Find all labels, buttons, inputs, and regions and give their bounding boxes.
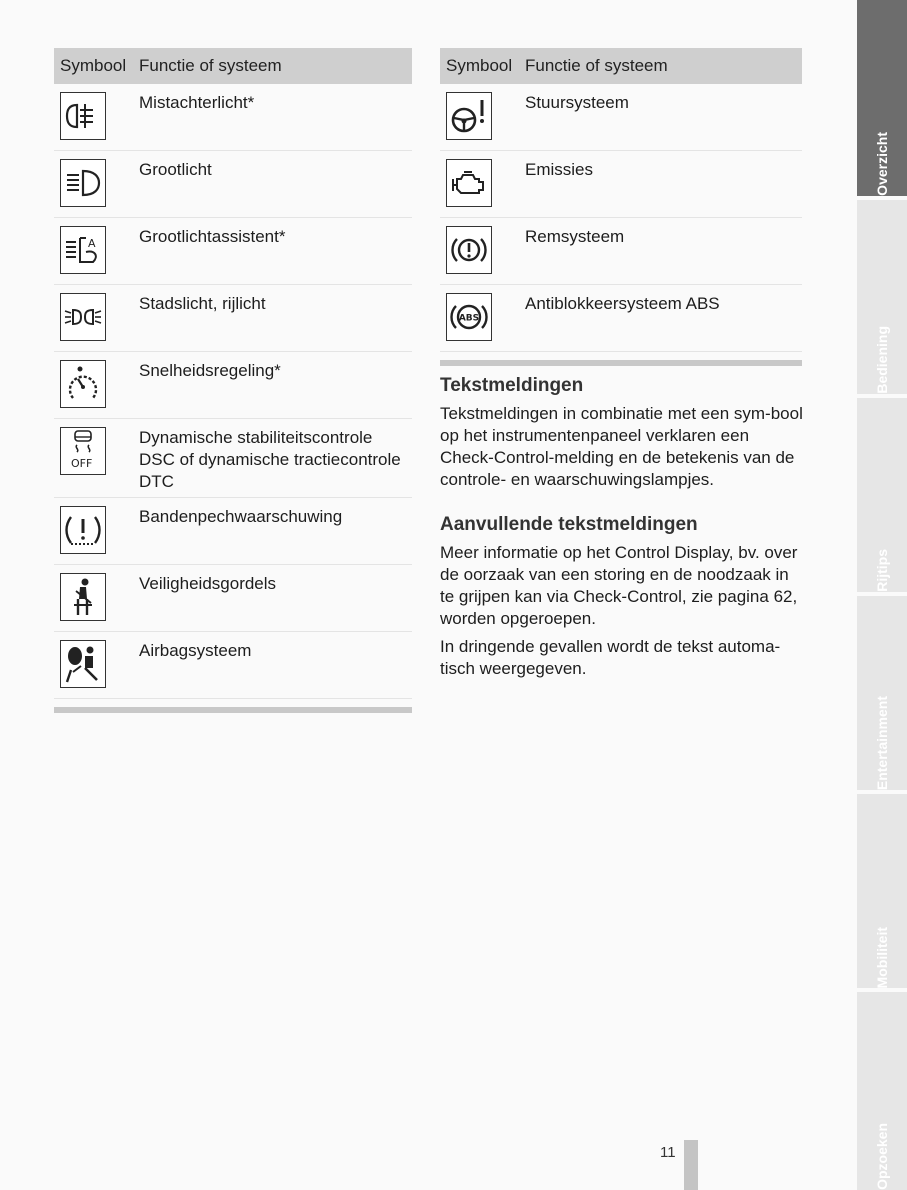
high-beam-assistant-icon	[60, 226, 106, 274]
high-beam-icon	[60, 159, 106, 207]
table-end-bar	[54, 707, 412, 713]
row-label: Veiligheidsgordels	[139, 574, 277, 593]
svg-text:A: A	[88, 237, 96, 250]
tab-overzicht[interactable]: Overzicht	[857, 0, 907, 196]
right-symbol-table	[440, 48, 802, 366]
dsc-off-icon	[60, 427, 106, 475]
page-number-bar	[684, 1140, 698, 1190]
header-symbol: Symbool	[60, 56, 127, 75]
steering-warning-icon	[446, 92, 492, 140]
row-label: Grootlicht	[139, 160, 212, 179]
row-label: Mistachterlicht*	[139, 93, 255, 112]
table-row	[54, 419, 412, 498]
seatbelt-icon	[60, 573, 106, 621]
table-row	[54, 632, 412, 699]
row-label: Stuursysteem	[525, 93, 629, 112]
tab-mobiliteit[interactable]: Mobiliteit	[857, 794, 907, 988]
table-row	[54, 218, 412, 285]
table-row	[440, 218, 802, 285]
text-messages-section	[440, 375, 805, 491]
header-function: Functie of systeem	[139, 56, 282, 75]
flat-tire-warning-icon	[60, 506, 106, 554]
tab-opzoeken[interactable]: Opzoeken	[857, 992, 907, 1190]
table-row	[54, 352, 412, 419]
table-header	[440, 48, 802, 84]
additional-messages-section	[440, 514, 805, 680]
table-header	[54, 48, 412, 84]
brake-system-icon	[446, 226, 492, 274]
left-symbol-table	[54, 48, 412, 713]
row-label: Stadslicht, rijlicht	[139, 294, 266, 313]
table-row	[440, 151, 802, 218]
tab-entertainment[interactable]: Entertainment	[857, 596, 907, 790]
abs-icon	[446, 293, 492, 341]
table-row	[440, 285, 802, 352]
row-label: Remsysteem	[525, 227, 625, 246]
rear-fog-light-icon	[60, 92, 106, 140]
row-label: Airbagsysteem	[139, 641, 252, 660]
airbag-icon	[60, 640, 106, 688]
parking-lights-icon	[60, 293, 106, 341]
table-row	[54, 84, 412, 151]
row-label: Emissies	[525, 160, 594, 179]
row-label: Dynamische stabiliteitscontrole DSC of dynamische tractiecontrole DTC	[139, 428, 401, 491]
section-heading: Tekstmeldingen	[440, 375, 584, 396]
cruise-control-icon	[60, 360, 106, 408]
table-row	[54, 498, 412, 565]
row-label: Snelheidsregeling*	[139, 361, 281, 380]
table-row	[440, 84, 802, 151]
section-body: Meer informatie op het Control Display, bv. over de oorzaak van een storing en de noodzaak in te grijpen kan via Check-Control, zie pagina 62, worden opgeroepen.	[440, 543, 798, 628]
row-label: Grootlichtassistent*	[139, 227, 286, 246]
table-row	[54, 285, 412, 352]
section-heading: Aanvullende tekstmeldingen	[440, 514, 698, 535]
dsc-off-text: OFF	[71, 457, 93, 470]
table-row	[54, 565, 412, 632]
section-body: Tekstmeldingen in combinatie met een sym-bool op het instrumentenpaneel verklaren een Check-Control-melding en de betekenis van de controle- en waarschuwingslampjes.	[440, 404, 803, 489]
section-body: In dringende gevallen wordt de tekst automa-tisch weergegeven.	[440, 637, 781, 678]
page-number: 11	[660, 1144, 676, 1161]
table-end-bar	[440, 360, 802, 366]
header-symbol: Symbool	[446, 56, 513, 75]
row-label: Bandenpechwaarschuwing	[139, 507, 343, 526]
engine-emissions-icon	[446, 159, 492, 207]
table-row	[54, 151, 412, 218]
abs-text: ABS	[458, 313, 480, 324]
tab-bediening[interactable]: Bediening	[857, 200, 907, 394]
row-label: Antiblokkeersysteem ABS	[525, 294, 720, 313]
tab-rijtips[interactable]: Rijtips	[857, 398, 907, 592]
header-function: Functie of systeem	[525, 56, 668, 75]
